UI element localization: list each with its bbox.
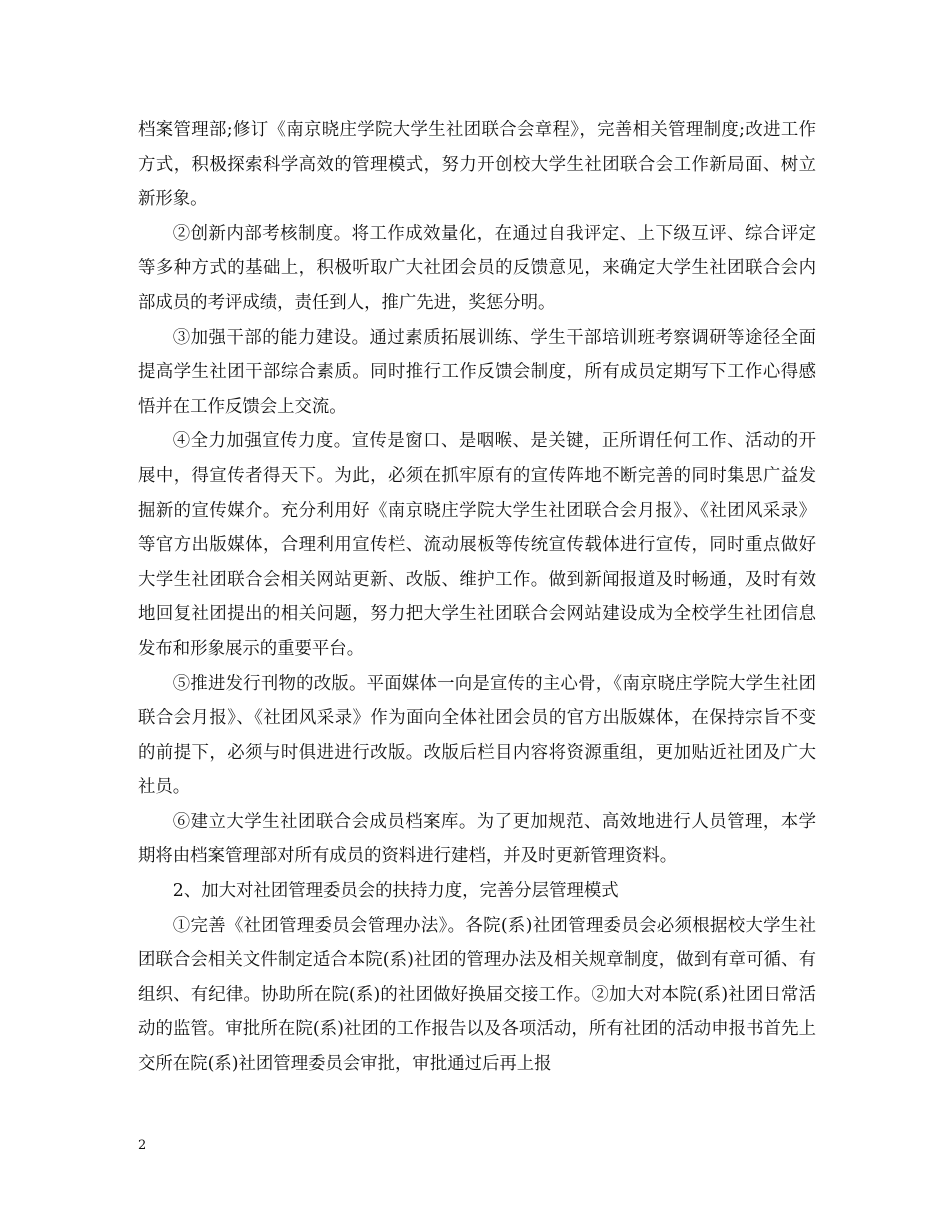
paragraph-publication-revision: ⑤推进发行刊物的改版。平面媒体一向是宣传的主心骨，《南京晓庄学院大学生社团联合会月报》、《社团风采录》作为面向全体社团会员的官方出版媒体，在保持宗旨不变的前提下，必须与时俱进进行改版。改版后栏目内容将资源重组，更加贴近社团及广大社员。: [138, 673, 816, 798]
paragraph-publicity: ④全力加强宣传力度。宣传是窗口、是咽喉、是关键，正所谓任何工作、活动的开展中，得宣传者得天下。为此，必须在抓牢原有的宣传阵地不断完善的同时集思广益发掘新的宣传媒介。充分利用好《南京晓庄学院大学生社团联合会月报》、《社团风采录》等官方出版媒体，合理利用宣传栏、流动展板等传统宣传载体进行宣传，同时重点做好大学生社团联合会相关网站更新、改版、维护工作。做到新闻报道及时畅通，及时有效地回复社团提出的相关问题，努力把大学生社团联合会网站建设成为全校学生社团信息发布和形象展示的重要平台。: [138, 431, 816, 659]
paragraph-continuation: 档案管理部;修订《南京晓庄学院大学生社团联合会章程》，完善相关管理制度;改进工作方式，积极探索科学高效的管理模式，努力开创校大学生社团联合会工作新局面、树立新形象。: [138, 120, 816, 210]
paragraph-management-measures: ①完善《社团管理委员会管理办法》。各院(系)社团管理委员会必须根据校大学生社团联合会相关文件制定适合本院(系)社团的管理办法及相关规章制度，做到有章可循、有组织、有纪律。协助所在院(系)的社团做好换届交接工作。②加大对本院(系)社团日常活动的监管。审批所在院(系)社团的工作报告以及各项活动，所有社团的活动申报书首先上交所在院(系)社团管理委员会审批，审批通过后再上报: [138, 915, 816, 1075]
paragraph-cadre-capacity: ③加强干部的能力建设。通过素质拓展训练、学生干部培训班考察调研等途径全面提高学生社团干部综合素质。同时推行工作反馈会制度，所有成员定期写下工作心得感悟并在工作反馈会上交流。: [138, 327, 816, 417]
page-number: 2: [138, 1138, 147, 1153]
paragraph-internal-assessment: ②创新内部考核制度。将工作成效量化，在通过自我评定、上下级互评、综合评定等多种方式的基础上，积极听取广大社团会员的反馈意见，来确定大学生社团联合会内部成员的考评成绩，责任到人，推广先进，奖惩分明。: [138, 223, 816, 313]
body-text: [138, 113, 816, 1082]
section-heading-support: 2、加大对社团管理委员会的扶持力度，完善分层管理模式: [172, 881, 619, 902]
paragraph-member-archive: ⑥建立大学生社团联合会成员档案库。为了更加规范、高效地进行人员管理，本学期将由档案管理部对所有成员的资料进行建档，并及时更新管理资料。: [138, 811, 816, 867]
